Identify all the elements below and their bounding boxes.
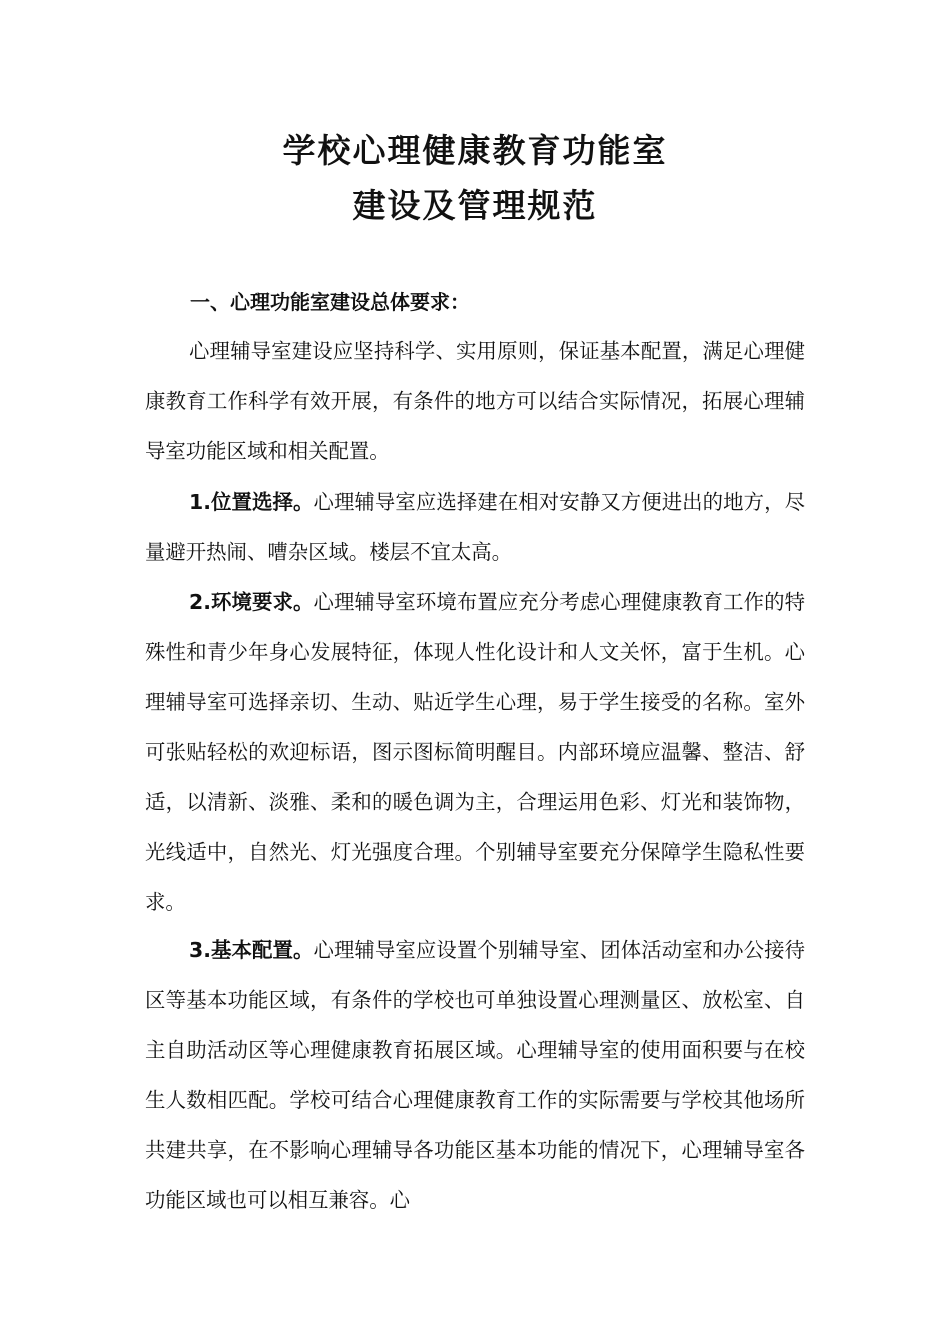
paragraph-lead: 3.基本配置。 <box>189 938 314 962</box>
document-title-line-1: 学校心理健康教育功能室 <box>282 131 668 170</box>
paragraph-environment <box>145 577 805 927</box>
paragraph-text: 心理辅导室建设应坚持科学、实用原则，保证基本配置，满足心理健康教育工作科学有效开展，有条件的地方可以结合实际情况，拓展心理辅导室功能区域和相关配置。 <box>145 339 805 463</box>
paragraph-intro <box>145 326 805 476</box>
section-heading: 一、心理功能室建设总体要求： <box>190 290 470 314</box>
paragraph-lead: 2.环境要求。 <box>189 590 314 614</box>
paragraph-lead: 1.位置选择。 <box>189 490 314 514</box>
paragraph-text: 心理辅导室环境布置应充分考虑心理健康教育工作的特殊性和青少年身心发展特征，体现人性化设计和人文关怀，富于生机。心理辅导室可选择亲切、生动、贴近学生心理，易于学生接受的名称。室外可张贴轻松的欢迎标语，图示图标简明醒目。内部环境应温馨、整洁、舒适，以清新、淡雅、柔和的暖色调为主，合理运用色彩、灯光和装饰物，光线适中，自然光、灯光强度合理。个别辅导室要充分保障学生隐私性要求。 <box>145 590 805 914</box>
paragraph-text: 心理辅导室应设置个别辅导室、团体活动室和办公接待区等基本功能区域，有条件的学校也可单独设置心理测量区、放松室、自主自助活动区等心理健康教育拓展区域。心理辅导室的使用面积要与在校生人数相匹配。学校可结合心理健康教育工作的实际需要与学校其他场所共建共享，在不影响心理辅导各功能区基本功能的情况下，心理辅导室各功能区域也可以相互兼容。心 <box>145 938 805 1212</box>
document-title-line-2: 建设及管理规范 <box>352 186 598 225</box>
paragraph-location <box>145 477 805 577</box>
paragraph-basic-config <box>145 925 805 1225</box>
paragraph-text: 心理辅导室应选择建在相对安静又方便进出的地方，尽量避开热闹、嘈杂区域。楼层不宜太高。 <box>145 490 805 564</box>
